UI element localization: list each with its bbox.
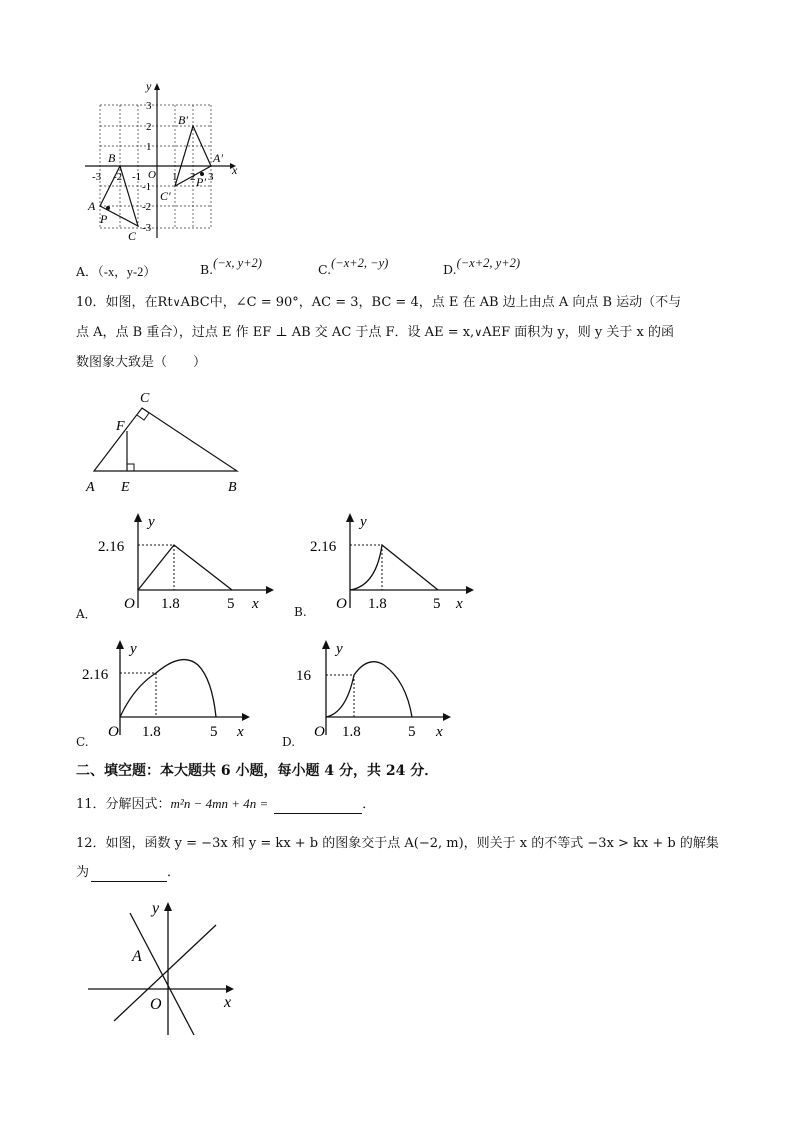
q10-graph-d [288,635,463,743]
q10-graph-a-xtick2: 5 [227,596,235,612]
q10-line-1: 10．如图，在Rt∨ABC中，∠C = 90°，AC = 3，BC = 4，点 E 在 AB 边上由点 A 向点 B 运动（不与 [76,295,682,310]
q10-graph-a-xtick1: 1.8 [161,596,180,612]
q10-graph-c-xtick1: 1.8 [142,724,161,740]
q10-graph-a [94,508,274,613]
q9-point-P2: P' [196,175,206,189]
q12-line-2: 为 ． [76,865,181,880]
q10-graph-b-origin: O [336,596,347,612]
q9-point-C: C [128,229,137,243]
q9-point-B: B [108,151,116,165]
q10-graph-b-y: y [360,514,367,530]
q12-graph-origin: O [150,996,162,1013]
q10-graph-c-ytick: 2.16 [82,667,109,683]
q10-graph-d-xtick2: 5 [408,724,416,740]
q12-graph [84,895,244,1045]
q11-answer-blank[interactable] [274,799,362,814]
q11-line: 11．分解因式：m²n − 4mn + 4n = ． [76,796,376,812]
q10-graph-a-x: x [252,596,259,612]
q10-label-C: C [140,391,150,406]
q12-graph-x: x [224,994,232,1011]
q10-graph-b [306,508,486,613]
q9-grid-figure [80,78,250,243]
q10-graph-d-label: D. [282,735,296,749]
q9-point-A: A [88,199,96,213]
q9-option-b: B.(−x, y+2) [200,256,262,277]
q12-graph-y: y [152,900,160,917]
section-2-heading: 二、填空题：本大题共 6 小题，每小题 4 分，共 24 分． [76,763,439,779]
q9-point-A2: A' [213,151,223,165]
q9-axis-y: y [146,79,152,93]
q9-point-C2: C' [160,189,171,203]
q9-xtick: -1 [132,171,142,183]
q10-graph-b-ytick: 2.16 [310,539,337,555]
q10-graph-c-label: C. [76,735,89,749]
q9-point-P: P [100,212,108,226]
q10-graph-d-origin: O [314,724,325,740]
q9-xtick: -2 [113,171,123,183]
q10-graph-d-ytick: 16 [296,668,311,684]
q9-option-c: C.(−x+2, −y) [318,256,389,277]
q10-graph-c-origin: O [108,724,119,740]
q10-graph-c-xtick2: 5 [210,724,218,740]
q9-xtick: -3 [92,171,102,183]
q9-xtick: 2 [190,171,196,183]
q9-point-B2: B' [178,113,188,127]
q10-label-A: A [86,480,95,495]
q9-ytick: -3 [142,222,152,234]
q10-label-F: F [116,419,125,434]
q10-graph-d-x: x [436,724,443,740]
q10-graph-a-ytick: 2.16 [98,539,125,555]
q10-line-2: 点 A，点 B 重合），过点 E 作 EF ⊥ AB 交 AC 于点 F．设 AE = x,∨AEF 面积为 y，则 y 关于 x 的函 [76,325,674,340]
q10-graph-d-xtick1: 1.8 [342,724,361,740]
q9-ytick: 1 [146,141,152,153]
q10-graph-a-label: A． [76,607,97,621]
q9-xtick: 1 [172,171,178,183]
q9-option-a: A．（-x，y-2） [76,264,156,279]
q9-ytick: -1 [142,181,152,193]
q10-graph-b-x: x [456,596,463,612]
q10-label-B: B [228,480,237,495]
q10-graph-c-y: y [130,641,137,657]
q9-option-d: D.(−x+2, y+2) [443,256,521,277]
q10-line-3: 数图象大致是（ ） [76,355,207,370]
q12-answer-blank[interactable] [91,867,167,882]
q9-origin: O [148,169,156,181]
q10-graph-b-xtick1: 1.8 [368,596,387,612]
q12-graph-point-A: A [132,948,142,965]
q12-line-1: 12．如图，函数 y = −3x 和 y = kx + b 的图象交于点 A(−2, m)，则关于 x 的不等式 −3x > kx + b 的解集 [76,836,719,851]
q9-ytick: 3 [146,100,152,112]
q10-graph-c-x: x [237,724,244,740]
q10-label-E: E [121,480,130,495]
q10-graph-a-y: y [148,514,155,530]
q9-xtick: 3 [208,171,214,183]
q10-graph-c [82,635,257,743]
q10-graph-d-y: y [336,641,343,657]
q9-axis-x: x [232,163,238,177]
q10-graph-b-label: B. [294,605,307,619]
q9-ytick: 2 [146,121,152,133]
q10-triangle-figure [80,385,255,497]
q9-ytick: -2 [142,201,152,213]
q10-graph-a-origin: O [124,596,135,612]
q10-graph-b-xtick2: 5 [433,596,441,612]
